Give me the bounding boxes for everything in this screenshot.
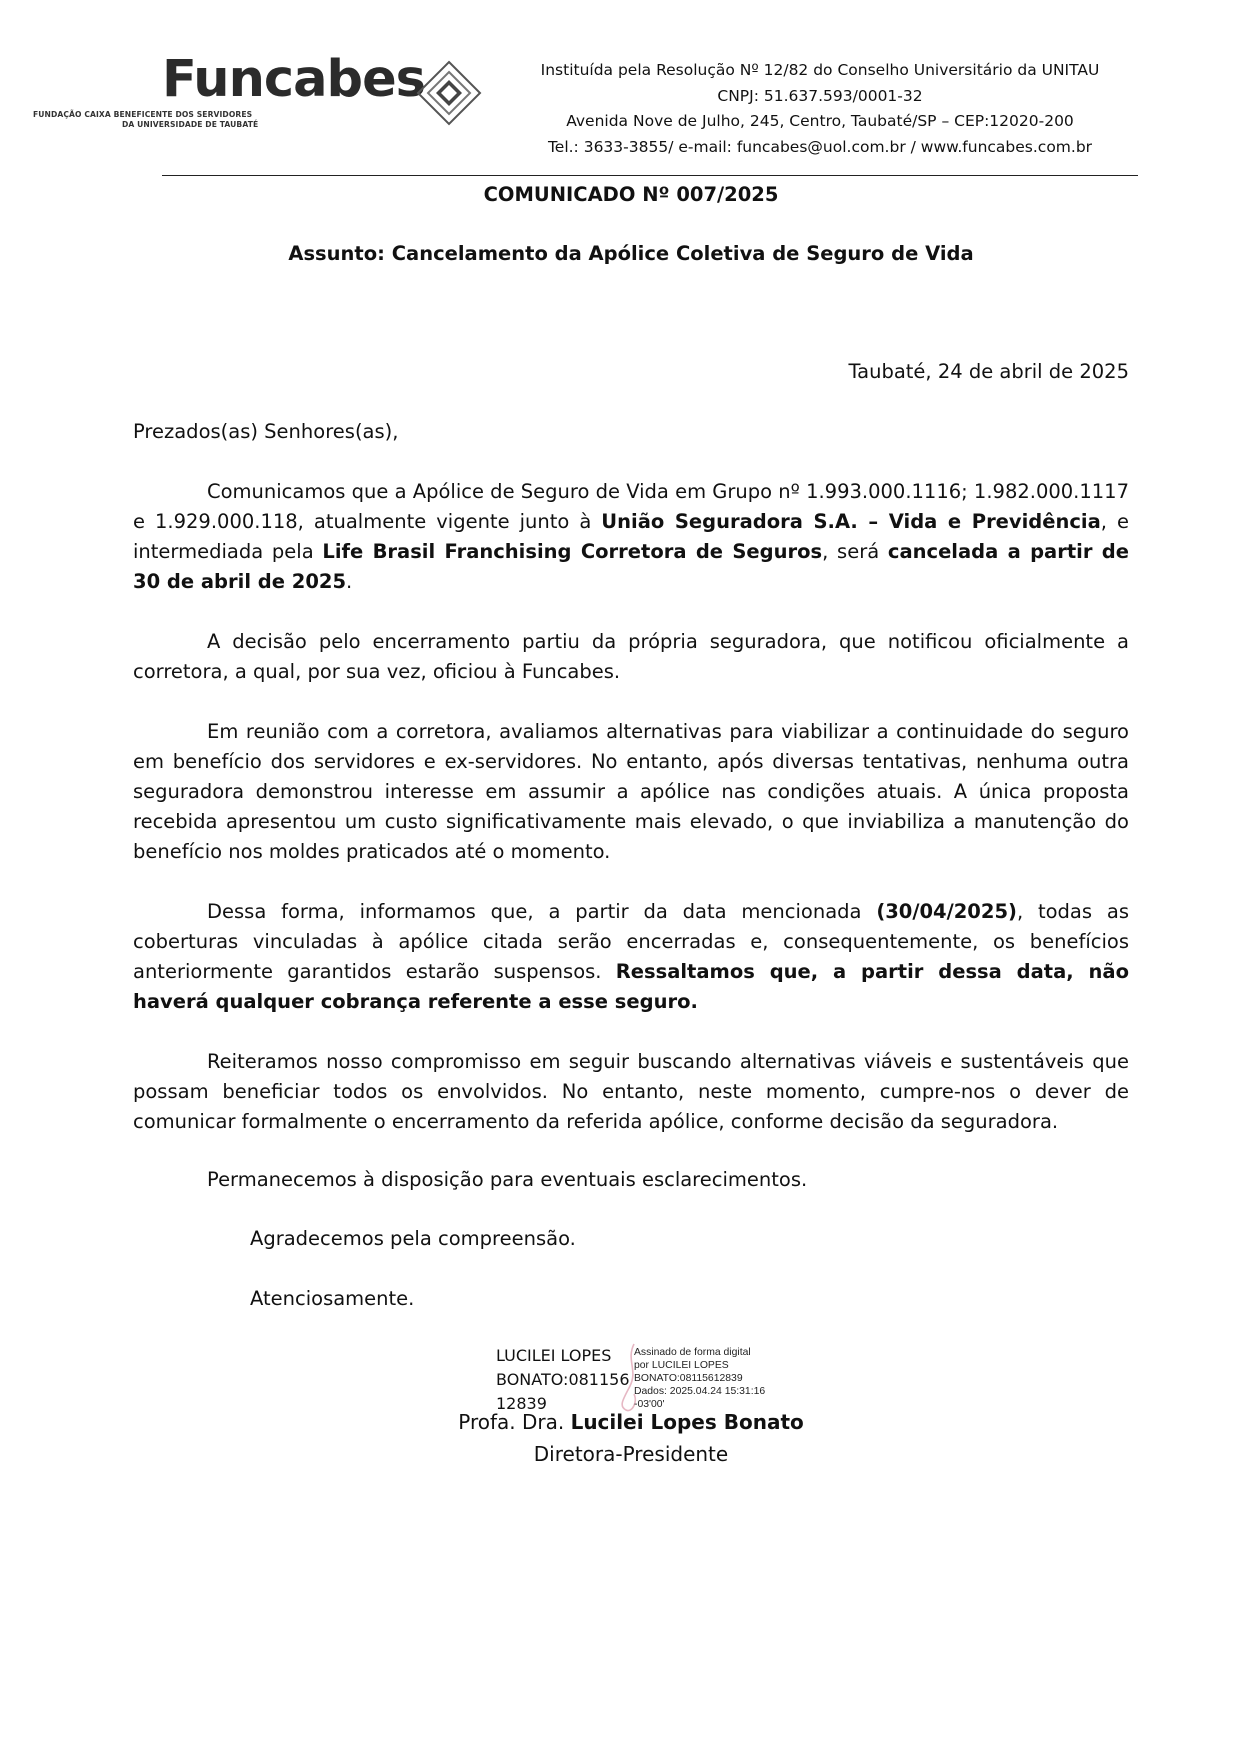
- p4-date: (30/04/2025): [876, 900, 1017, 923]
- paragraph-5: [133, 1047, 1129, 1137]
- p1-text-4: .: [346, 570, 353, 593]
- header-divider: [162, 175, 1138, 176]
- salutation: Prezados(as) Senhores(as),: [133, 420, 399, 443]
- sig-name-line-2: BONATO:081156: [496, 1370, 630, 1389]
- logo-subtitle-line1: FUNDAÇÃO CAIXA BENEFICENTE DOS SERVIDORES: [33, 110, 253, 119]
- sig-name-line-1: LUCILEI LOPES: [496, 1346, 612, 1365]
- info-line-cnpj: CNPJ: 51.637.593/0001-32: [717, 86, 923, 105]
- logo-name: Funcabes: [162, 50, 426, 109]
- p1-text-2: , e intermediada pela: [133, 510, 1129, 563]
- info-line-address: Avenida Nove de Julho, 245, Centro, Taubaté/SP – CEP:12020-200: [566, 112, 1074, 130]
- p1-text-1: Comunicamos que a Apólice de Seguro de Vida em Grupo nº 1.993.000.1116; 1.982.000.1117 e 1.929.000.118, atualmente vigente junto à: [133, 480, 1129, 533]
- sig-name-line-3: 12839: [496, 1394, 547, 1413]
- closing-thanks: Agradecemos pela compreensão.: [250, 1227, 576, 1250]
- signer-title: Profa. Dra.: [458, 1410, 571, 1434]
- digital-signature-name: [496, 1344, 630, 1416]
- paragraph-1: [133, 477, 1129, 597]
- p1-broker: Life Brasil Franchising Corretora de Seguros: [322, 540, 823, 563]
- p5-text: Reiteramos nosso compromisso em seguir buscando alternativas viáveis e sustentáveis que possam beneficiar todos os envolvidos. No entanto, neste momento, cumpre-nos o dever de comunicar formalmente o encerramento da referida apólice, conforme decisão da seguradora.: [133, 1050, 1129, 1133]
- paragraph-3: [133, 717, 1129, 867]
- p4-text-1: Dessa forma, informamos que, a partir da data mencionada: [207, 900, 877, 923]
- p1-text-3: , será: [822, 540, 888, 563]
- sig-detail-line-3: BONATO:08115612839: [634, 1373, 743, 1384]
- p4-text-2: , todas as coberturas vinculadas à apólice citada serão encerradas e, consequentemente, os benefícios anteriormente garantidos estarão suspensos.: [133, 900, 1129, 983]
- document-subject: Assunto: Cancelamento da Apólice Coletiva de Seguro de Vida: [288, 242, 974, 265]
- p2-text: A decisão pelo encerramento partiu da própria seguradora, que notificou oficialmente a corretora, a qual, por sua vez, oficiou à Funcabes.: [133, 630, 1129, 683]
- sig-detail-line-2: por LUCILEI LOPES: [634, 1360, 729, 1371]
- p4-no-charge-notice: Ressaltamos que, a partir dessa data, não haverá qualquer cobrança referente a esse seguro.: [133, 960, 1129, 1013]
- p1-insurer: União Seguradora S.A. – Vida e Previdência: [601, 510, 1101, 533]
- stacked-diamond-logo-icon: [414, 58, 484, 128]
- signer-full-name: Lucilei Lopes Bonato: [570, 1410, 804, 1434]
- p1-cancel-date: cancelada a partir de 30 de abril de 2025: [133, 540, 1129, 593]
- sig-detail-line-5: -03'00': [634, 1399, 665, 1410]
- info-line-resolution: Instituída pela Resolução Nº 12/82 do Conselho Universitário da UNITAU: [540, 61, 1100, 79]
- place-date: Taubaté, 24 de abril de 2025: [848, 360, 1129, 383]
- document-number: COMUNICADO Nº 007/2025: [483, 183, 779, 206]
- sig-detail-line-4: Dados: 2025.04.24 15:31:16: [634, 1386, 766, 1397]
- paragraph-4: [133, 897, 1129, 1017]
- signer-name: [0, 1410, 1241, 1434]
- sig-detail-line-1: Assinado de forma digital: [634, 1347, 751, 1358]
- logo-subtitle-line2: DA UNIVERSIDADE DE TAUBATÉ: [122, 120, 259, 129]
- p3-text: Em reunião com a corretora, avaliamos alternativas para viabilizar a continuidade do seguro em benefício dos servidores e ex-servidores. No entanto, após diversas tentativas, nenhuma outra seguradora demonstrou interesse em assumir a apólice nas condições atuais. A única proposta recebida apresentou um custo significativamente mais elevado, o que inviabiliza a manutenção do benefício nos moldes praticados até o momento.: [133, 720, 1129, 863]
- digital-signature-details: [634, 1346, 765, 1411]
- signer-role: Diretora-Presidente: [533, 1442, 729, 1466]
- paragraph-2: [133, 627, 1129, 687]
- closing-regards: Atenciosamente.: [250, 1287, 415, 1310]
- info-line-contact: Tel.: 3633-3855/ e-mail: funcabes@uol.com.br / www.funcabes.com.br: [547, 137, 1093, 156]
- institution-info: [510, 58, 1130, 160]
- closing-availability: Permanecemos à disposição para eventuais esclarecimentos.: [207, 1168, 808, 1191]
